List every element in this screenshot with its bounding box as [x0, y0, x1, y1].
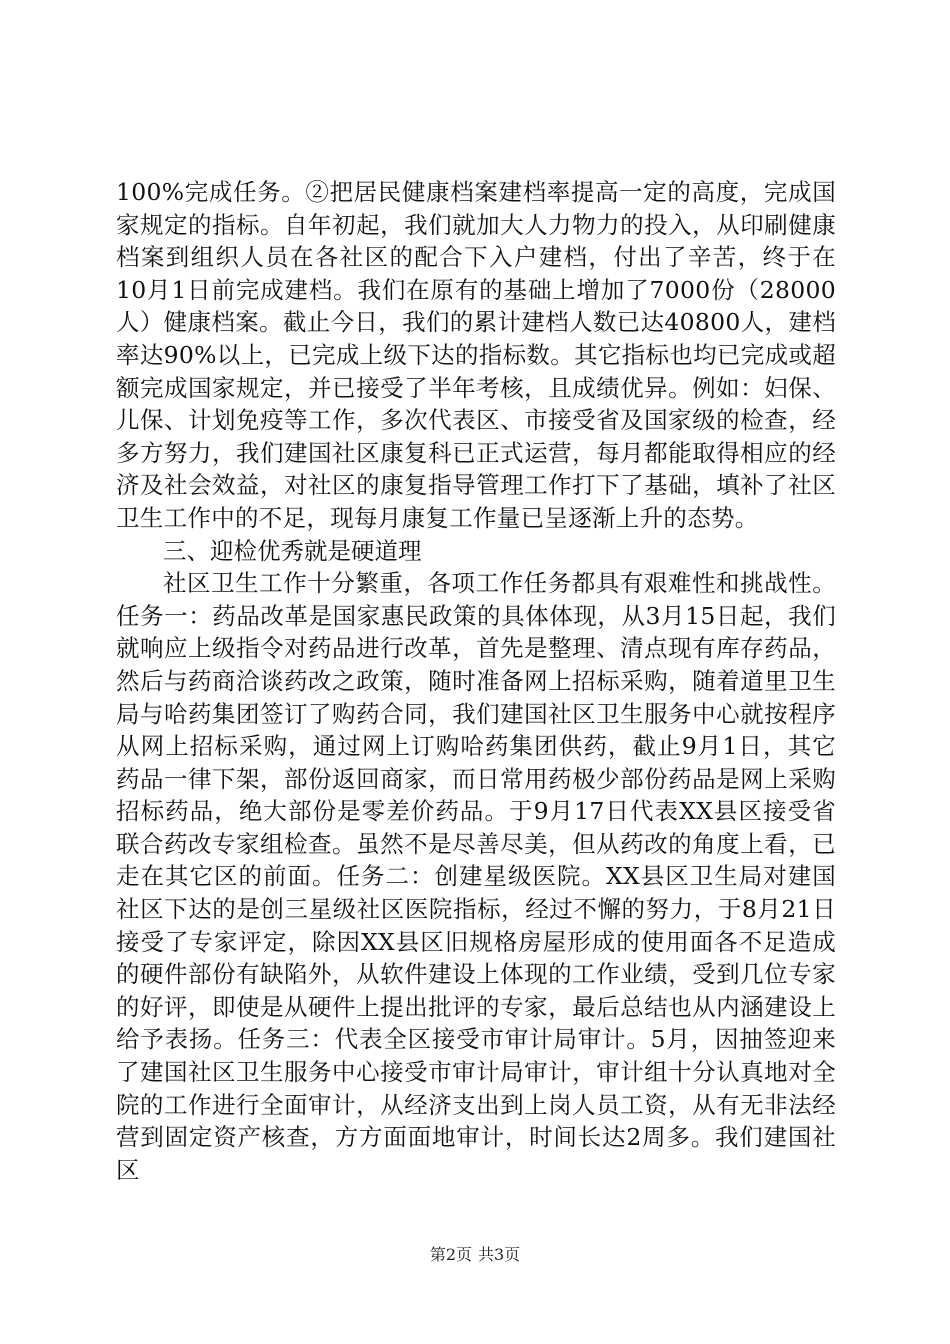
page-footer: [0, 1244, 950, 1266]
paragraph-continuation: 100%完成任务。②把居民健康档案建档率提高一定的高度，完成国家规定的指标。自年初起，我们就加大人力物力的投入，从印刷健康档案到组织人员在各社区的配合下入户建档，付出了辛苦，终于在10月1日前完成建档。我们在原有的基础上增加了7000份（28000人）健康档案。截止今日，我们的累计建档人数已达40800人，建档率达90%以上，已完成上级下达的指标数。其它指标也均已完成或超额完成国家规定，并已接受了半年考核，且成绩优异。例如：妇保、儿保、计划免疫等工作，多次代表区、市接受省及国家级的检查，经多方努力，我们建国社区康复科已正式运营，每月都能取得相应的经济及社会效益，对社区的康复指导管理工作打下了基础，填补了社区卫生工作中的不足，现每月康复工作量已呈逐渐上升的态势。: [116, 178, 836, 532]
paragraph-section-body: 社区卫生工作十分繁重，各项工作任务都具有艰难性和挑战性。任务一：药品改革是国家惠民政策的具体体现，从3月15日起，我们就响应上级指令对药品进行改革，首先是整理、清点现有库存药品，然后与药商洽谈药改之政策，随时准备网上招标采购，随着道里卫生局与哈药集团签订了购药合同，我们建国社区卫生服务中心就按程序从网上招标采购，通过网上订购哈药集团供药，截止9月1日，其它药品一律下架，部份返回商家，而日常用药极少部份药品是网上采购招标药品，绝大部份是零差价药品。于9月17日代表XX县区接受省联合药改专家组检查。虽然不是尽善尽美，但从药改的角度上看，已走在其它区的前面。任务二：创建星级医院。XX县区卫生局对建国社区下达的是创三星级社区医院指标，经过不懈的努力，于8月21日接受了专家评定，除因XX县区旧规格房屋形成的使用面各不足造成的硬件部份有缺陷外，从软件建设上体现的工作业绩，受到几位专家的好评，即使是从硬件上提出批评的专家，最后总结也从内涵建设上给予表扬。任务三：代表全区接受市审计局审计。5月，因抽签迎来了建国社区卫生服务中心接受市审计局审计，审计组十分认真地对全院的工作进行全面审计，从经济支出到上岗人员工资，从有无非法经营到固定资产核查，方方面面地审计，时间长达2周多。我们建国社区: [116, 569, 836, 1184]
document-body: [116, 176, 836, 1186]
section-heading: 三、迎检优秀就是硬道理: [163, 536, 422, 565]
page-number: 第2页: [429, 1245, 472, 1264]
page-total: 共3页: [478, 1245, 521, 1264]
